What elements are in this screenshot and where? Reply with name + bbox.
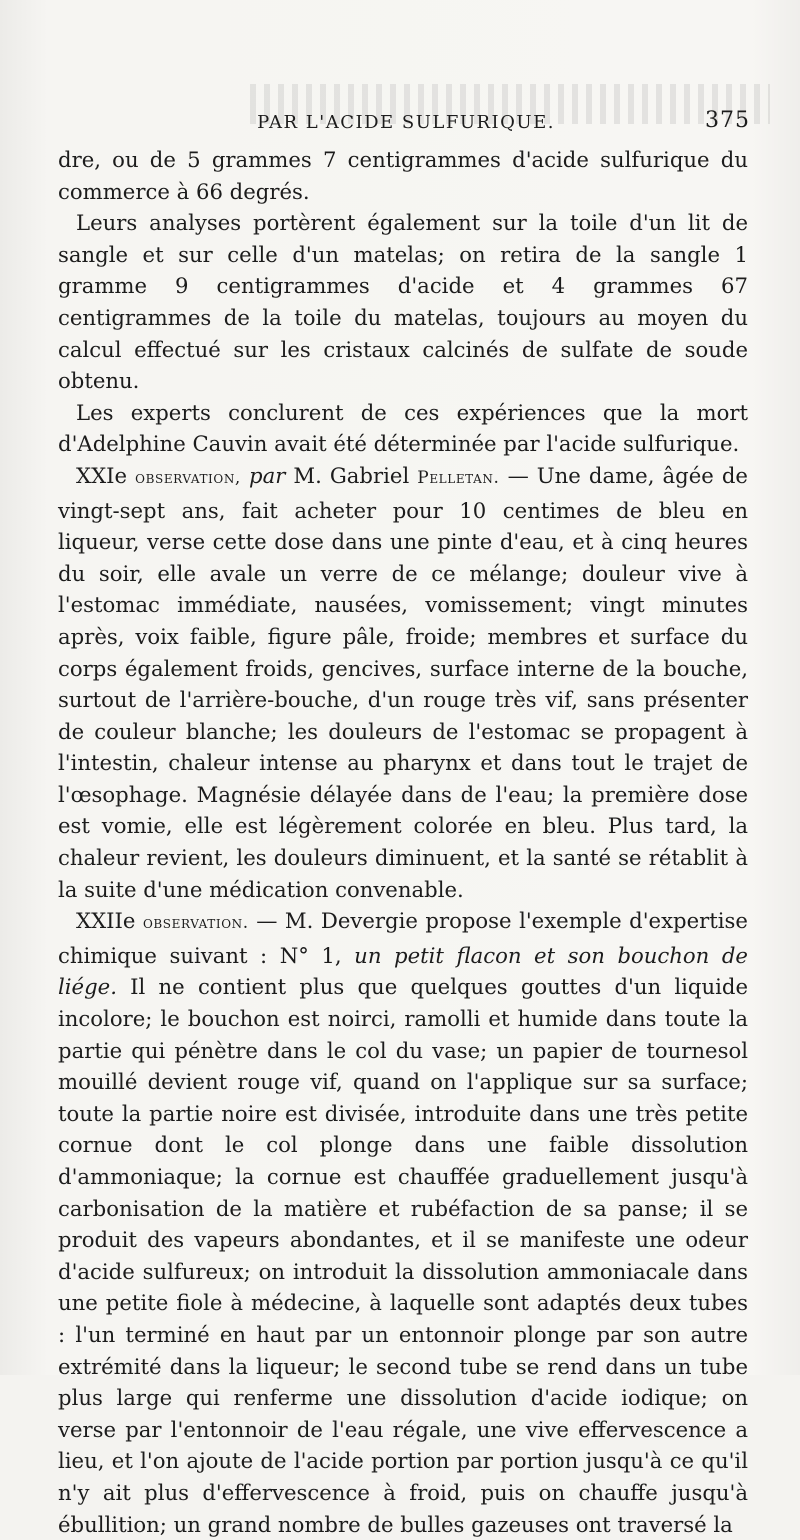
observation-author: M. Gabriel [293,462,410,488]
page-number: 375 [705,108,750,133]
observation-text: Il ne contient plus que quelques gouttes d'un liquide incolore; le bouchon est noirci, ramolli et humide dans toute la partie qui pénètre dans le col du vase; un papier de tournesol mouillé devient rouge vif, quand on l'applique sur sa surface; toute la partie noire est divisée, introduite dans une très petite cornue dont le col plonge dans une faible dissolution d'ammoniaque; la cornue est chauffée graduellement jusqu'à carbonisation de la matière et rubéfaction de sa panse; il se produit des vapeurs abondantes, et il se manifeste une odeur d'acide sulfureux; on introduit la dissolution ammoniacale dans une petite fiole à médecine, à laquelle sont adaptés deux tubes : l'un terminé en haut par un entonnoir plonge par son autre extrémité dans la liqueur; le second tube se rend dans un tube plus large qui renferme une dissolution d'acide iodique; on verse par l'entonnoir de l'eau régale, une vive effervescence a lieu, et l'on ajoute de l'acide portion par portion jusqu'à ce qu'il n'y ait plus d'effervescence à froid, puis on chauffe jusqu'à ébullition; un grand nombre de bulles gazeuses ont traversé la [58,974,748,1537]
observation-intro: — M. Devergie propose l'exemple d'expertise chimique suivant : N° 1, [58,908,748,968]
observation-number: XXIIe [76,908,136,934]
paragraph-observation-22 [58,905,748,1540]
paragraph-observation-21 [58,460,748,905]
paragraph-continuation: dre, ou de 5 grammes 7 centigrammes d'acide sulfurique du commerce à 66 degrés. [58,147,748,204]
paragraph-analyses: Leurs analyses portèrent également sur la toile d'un lit de sangle et sur celle d'un matelas; on retira de la sangle 1 gramme 9 centigrammes d'acide et 4 grammes 67 centigrammes de la toile du matelas, toujours au moyen du calcul effectué sur les cristaux calcinés de sulfate de soude obtenu. [58,210,748,394]
paragraph-conclusion: Les experts conclurent de ces expériences que la mort d'Adelphine Cauvin avait été déterminée par l'acide sulfurique. [58,399,748,457]
observation-label: observation, [135,467,241,488]
observation-text: — Une dame, âgée de vingt-sept ans, fait acheter pour 10 centimes de bleu en liqueur, verse cette dose dans une pinte d'eau, et à cinq heures du soir, elle avale un verre de ce mélange; douleur vive à l'estomac immédiate, nausées, vomissement; vingt minutes après, voix faible, figure pâle, froide; membres et surface du corps également froids, gencives, surface interne de la bouche, surtout de l'arrière-bouche, d'un rouge très vif, sans présenter de couleur blanche; les douleurs de l'estomac se propagent à l'intestin, chaleur intense au pharynx et dans tout le trajet de l'œsophage. Magnésie délayée dans de l'eau; la première dose est vomie, elle est légèrement colorée en bleu. Plus tard, la chaleur revient, les douleurs diminuent, et la santé se rétablit à la suite d'une médication convenable. [58,462,748,902]
body-text [58,144,748,1540]
observation-italic-item: un petit flacon et son bouchon de liége. [58,942,748,1000]
running-head: PAR L'ACIDE SULFURIQUE. [257,112,555,133]
observation-author-surname: Pelletan. [417,467,500,488]
observation-par: par [249,462,286,488]
page-header [62,108,750,138]
observation-number: XXIe [76,462,128,488]
observation-label: observation. [142,913,249,934]
